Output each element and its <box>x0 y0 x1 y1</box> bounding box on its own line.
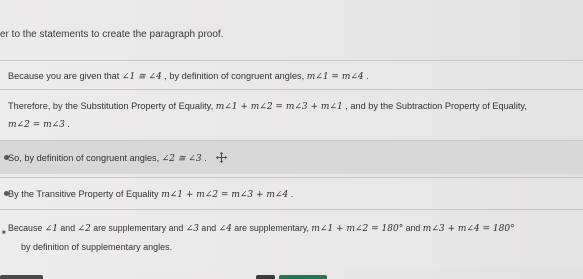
statement-1-text: Because you are given that ∠1 ≅ ∠4 , by definition of congruent angles, m∠1 = m∠4 . <box>8 71 369 82</box>
row-marker-icon: ■ <box>2 230 6 236</box>
math-expression: ∠1 <box>44 224 58 234</box>
math-expression: m∠1 + m∠2 = m∠3 + m∠1 <box>215 102 343 112</box>
scroll-handle-mid[interactable] <box>256 275 275 279</box>
move-icon[interactable] <box>216 152 227 163</box>
math-expression: m∠3 + m∠4 = 180° <box>422 224 515 234</box>
proof-statement-3[interactable] <box>0 140 583 174</box>
statement-4-text: By the Transitive Property of Equality m∠1 + m∠2 = m∠3 + m∠4 . <box>8 189 294 200</box>
math-expression: m∠2 = m∠3 <box>8 120 65 130</box>
math-expression: ∠3 <box>185 224 199 234</box>
math-expression: m∠1 + m∠2 = 180° <box>311 224 404 234</box>
math-expression: m∠1 = m∠4 <box>306 72 364 82</box>
proof-statement-4[interactable] <box>0 177 583 210</box>
proof-statement-5[interactable] <box>0 209 583 270</box>
proof-statement-2[interactable] <box>0 89 583 136</box>
math-expression: ∠4 <box>218 224 232 234</box>
scroll-handle-left[interactable] <box>0 275 43 279</box>
statement-3-text: So, by definition of congruent angles, ∠2 ≅ ∠3 . <box>8 152 575 165</box>
math-expression: ∠2 ≅ ∠3 <box>161 154 202 164</box>
statement-2-text-line-1: Therefore, by the Substitution Property of Equality, m∠1 + m∠2 = m∠3 + m∠1 , and by the Subtraction Property of Equality, <box>8 101 527 112</box>
statement-2-text-line-2: m∠2 = m∠3 . <box>8 119 70 130</box>
statement-5-text-line-1: Because ∠1 and ∠2 are supplementary and ∠3 and ∠4 are supplementary, m∠1 + m∠2 = 180° and m∠3 + m∠4 = 180° <box>8 223 515 234</box>
math-expression: ∠1 ≅ ∠4 <box>121 72 162 82</box>
proof-statement-1[interactable] <box>0 60 583 90</box>
math-expression: m∠1 + m∠2 = m∠3 + m∠4 <box>161 190 289 200</box>
statement-5-text-line-2: by definition of supplementary angles. <box>21 242 173 252</box>
math-expression: ∠2 <box>77 224 91 234</box>
scroll-handle-right[interactable] <box>279 275 327 279</box>
instructions-text: er to the statements to create the paragraph proof. <box>0 29 224 40</box>
